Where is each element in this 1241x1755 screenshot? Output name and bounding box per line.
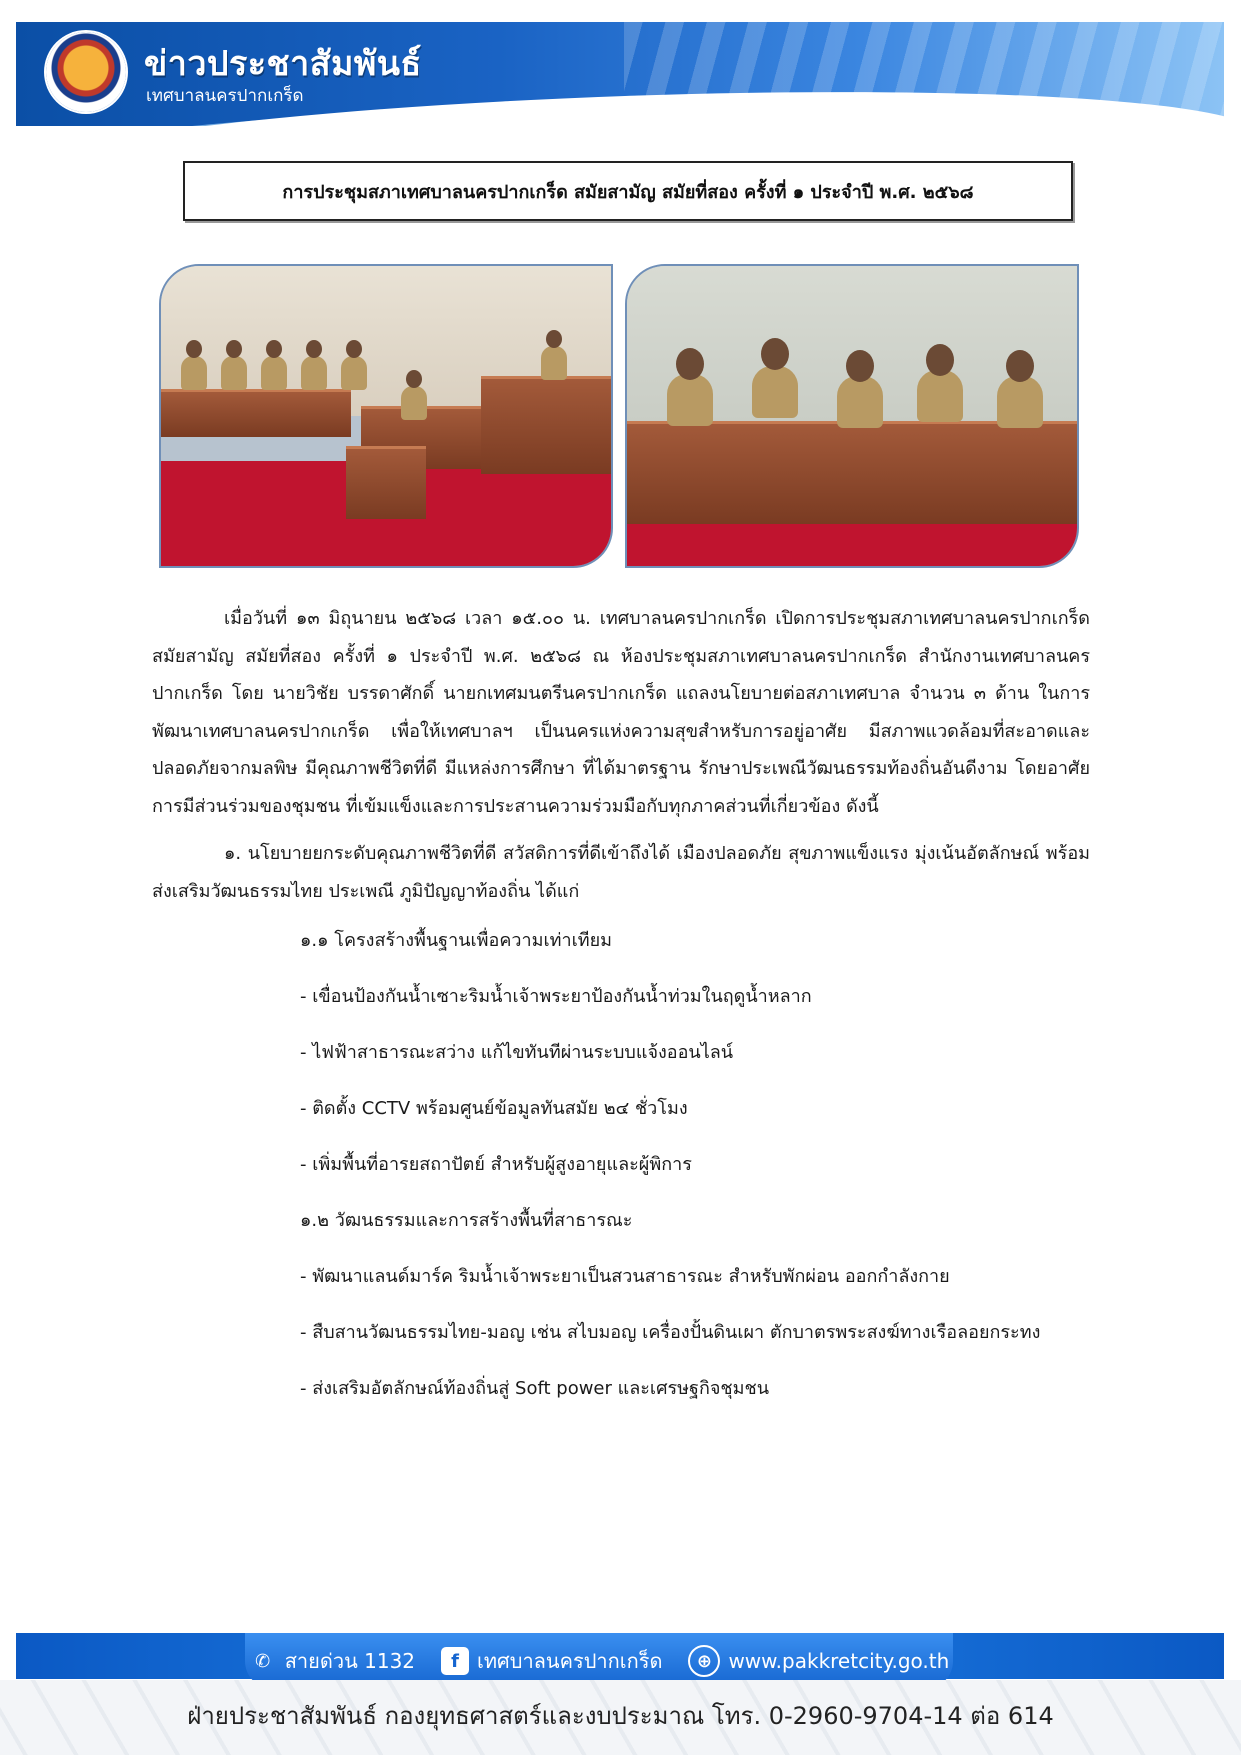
meeting-photo-left [159,264,613,568]
list-item: - เพิ่มพื้นที่อารยสถาปัตย์ สำหรับผู้สูงอายุและผู้พิการ [300,1154,692,1175]
header-subtitle: เทศบาลนครปากเกร็ด [146,86,304,106]
header-title: ข่าวประชาสัมพันธ์ [144,44,422,84]
list-item: ๑.๒ วัฒนธรรมและการสร้างพื้นที่สาธารณะ [300,1210,633,1231]
list-item: - ส่งเสริมอัตลักษณ์ท้องถิ่นสู่ Soft power และเศรษฐกิจชุมชน [300,1378,770,1399]
list-item: - เขื่อนป้องกันน้ำเซาะริมน้ำเจ้าพระยาป้องกันน้ำท่วมในฤดูน้ำหลาก [300,986,812,1007]
hotline-label: สายด่วน 1132 [284,1649,416,1673]
list-item: ๑.๑ โครงสร้างพื้นฐานเพื่อความเท่าเทียม [300,930,613,951]
facebook-icon: f [441,1647,469,1675]
facebook-link[interactable] [441,1645,662,1677]
list-item: - ไฟฟ้าสาธารณะสว่าง แก้ไขทันทีผ่านระบบแจ้งออนไลน์ [300,1042,734,1063]
list-item: - สืบสานวัฒนธรรมไทย-มอญ เช่น สไบมอญ เครื่องปั้นดินเผา ตักบาตรพระสงฆ์ทางเรือลอยกระทง [300,1322,1041,1343]
list-item: - พัฒนาแลนด์มาร์ค ริมน้ำเจ้าพระยาเป็นสวนสาธารณะ สำหรับพักผ่อน ออกกำลังกาย [300,1266,950,1287]
header-banner [16,22,1224,126]
municipality-logo [46,32,126,112]
paragraph-policy-1: ๑. นโยบายยกระดับคุณภาพชีวิตที่ดี สวัสดิการที่ดีเข้าถึงได้ เมืองปลอดภัย สุขภาพแข็งแรง มุ่งเน้นอัตลักษณ์ พร้อมส่งเสริมวัฒนธรรมไทย ประเพณี ภูมิปัญญาท้องถิ่น ได้แก่ [152,843,1090,902]
phone-icon: ✆ [255,1650,271,1672]
policy-list [152,922,1090,1408]
globe-icon: ⊕ [688,1645,720,1677]
facebook-label: เทศบาลนครปากเกร็ด [477,1649,663,1673]
hotline-link[interactable] [249,1645,415,1677]
document-title-box [183,161,1073,221]
document-body [152,600,1090,1426]
paragraph-intro: เมื่อวันที่ ๑๓ มิถุนายน ๒๕๖๘ เวลา ๑๕.๐๐ น. เทศบาลนครปากเกร็ด เปิดการประชุมสภาเทศบาลนครปากเกร็ด สมัยสามัญ สมัยที่สอง ครั้งที่ ๑ ประจำปี พ.ศ. ๒๕๖๘ ณ ห้องประชุมสภาเทศบาลนครปากเกร็ด สำนักงานเทศบาลนครปากเกร็ด โดย นายวิชัย บรรดาศักดิ์ นายกเทศมนตรีนครปากเกร็ด แถลงนโยบายต่อสภาเทศบาล จำนวน ๓ ด้าน ในการพัฒนาเทศบาลนครปากเกร็ด เพื่อให้เทศบาลฯ เป็นนครแห่งความสุขสำหรับการอยู่อาศัย มีสภาพแวดล้อมที่สะอาดและปลอดภัยจากมลพิษ มีคุณภาพชีวิตที่ดี มีแหล่งการศึกษา ที่ได้มาตรฐาน รักษาประเพณีวัฒนธรรมท้องถิ่นอันดีงาม โดยอาศัยการมีส่วนร่วมของชุมชน ที่เข้มแข็งและการประสานความร่วมมือกับทุกภาคส่วนที่เกี่ยวข้อง ดังนี้ [152,608,1090,817]
document-heading: การประชุมสภาเทศบาลนครปากเกร็ด สมัยสามัญ สมัยที่สอง ครั้งที่ ๑ ประจำปี พ.ศ. ๒๕๖๘ [282,181,974,203]
meeting-photo-right [625,264,1079,568]
list-item: - ติดตั้ง CCTV พร้อมศูนย์ข้อมูลทันสมัย ๒๔ ชั่วโมง [300,1098,688,1119]
website-label: www.pakkretcity.go.th [728,1649,950,1673]
website-link[interactable] [688,1645,949,1677]
footer-contact: ฝ่ายประชาสัมพันธ์ กองยุทธศาสตร์และงบประมาณ โทร. 0-2960-9704-14 ต่อ 614 [187,1702,1054,1730]
